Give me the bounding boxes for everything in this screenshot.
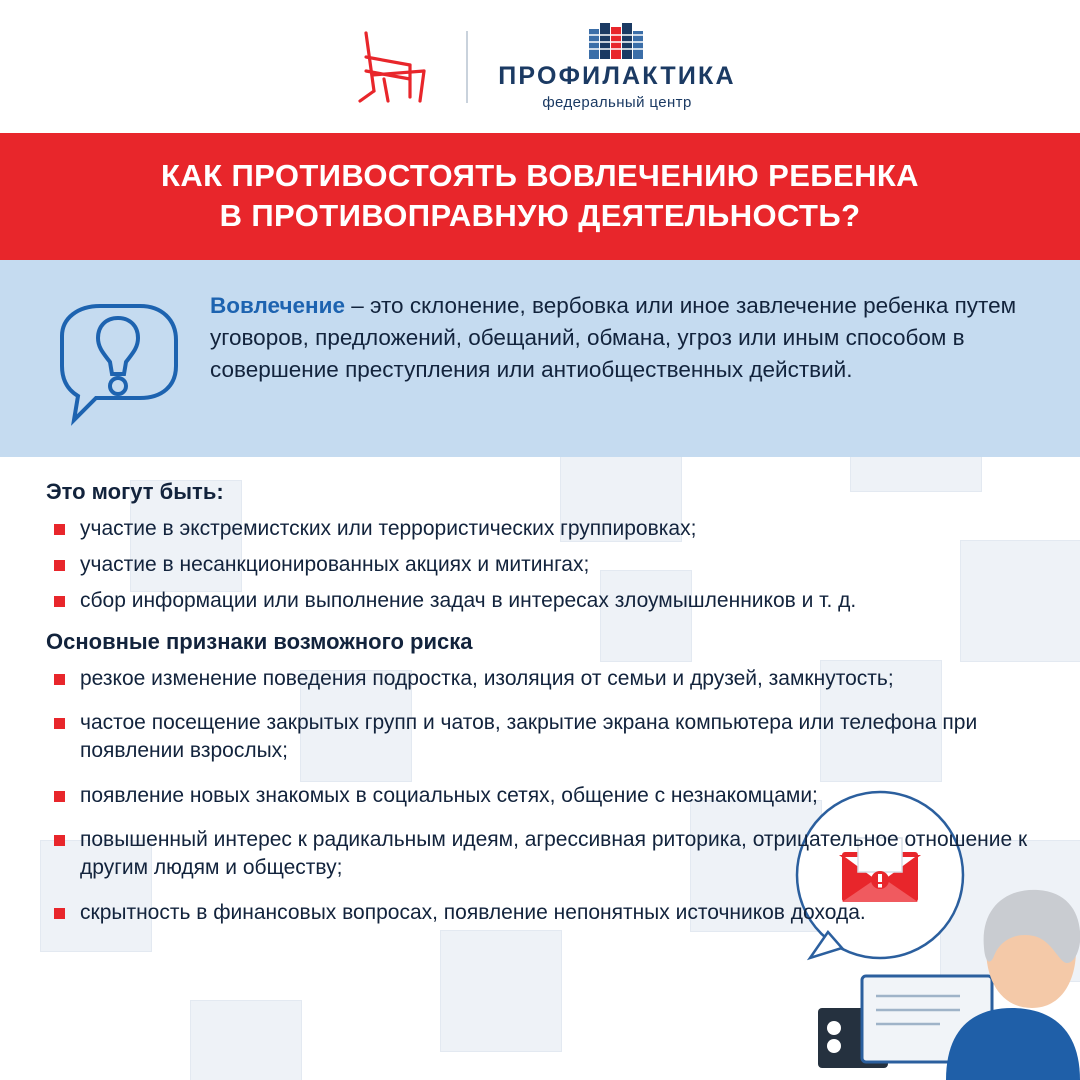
list-possible-involvements (46, 515, 1040, 614)
logo-wordmark (498, 23, 736, 111)
list-item: частое посещение закрытых групп и чатов, закрытие экрана компьютера или телефона при появлении взрослых; (46, 709, 1040, 764)
list-item: появление новых знакомых в социальных сетях, общение с незнакомцами; (46, 782, 1040, 810)
chair-icon (344, 27, 436, 107)
exclamation-speech-bubble-icon (44, 294, 184, 434)
list-item: резкое изменение поведения подростка, изоляция от семьи и друзей, замкнутость; (46, 665, 1040, 693)
section-heading-2: Основные признаки возможного риска (46, 628, 473, 654)
section-heading-1: Это могут быть: (46, 479, 224, 505)
list-item: участие в экстремистских или террористических группировках; (46, 515, 1040, 543)
content-area (0, 457, 1080, 926)
title-line-2: В ПРОТИВОПРАВНУЮ ДЕЯТЕЛЬНОСТЬ? (219, 197, 861, 233)
list-item: скрытность в финансовых вопросах, появление непонятных источников дохода. (46, 899, 1040, 927)
list-item: участие в несанкционированных акциях и митингах; (46, 551, 1040, 579)
poster-title-banner (0, 133, 1080, 260)
logo-subtitle: федеральный центр (542, 93, 692, 111)
building-grid-icon (589, 23, 645, 59)
logo-title: ПРОФИЛАКТИКА (498, 61, 736, 90)
list-item: повышенный интерес к радикальным идеям, агрессивная риторика, отрицательное отношение к другим людям и обществу; (46, 826, 1040, 881)
definition-body: – это склонение, вербовка или иное завлечение ребенка путем уговоров, предложений, обещаний, обмана, угроз или иным способом в совершение преступления или антиобщественных действий. (210, 293, 1017, 383)
list-item: сбор информации или выполнение задач в интересах злоумышленников и т. д. (46, 587, 1040, 615)
list-risk-signs (46, 665, 1040, 927)
definition-block (0, 260, 1080, 457)
definition-lead: Вовлечение (210, 293, 345, 319)
title-line-1: КАК ПРОТИВОСТОЯТЬ ВОВЛЕЧЕНИЮ РЕБЕНКА (161, 158, 919, 193)
logo-divider (466, 31, 468, 103)
brand-header (0, 0, 1080, 133)
definition-text (210, 282, 1050, 386)
